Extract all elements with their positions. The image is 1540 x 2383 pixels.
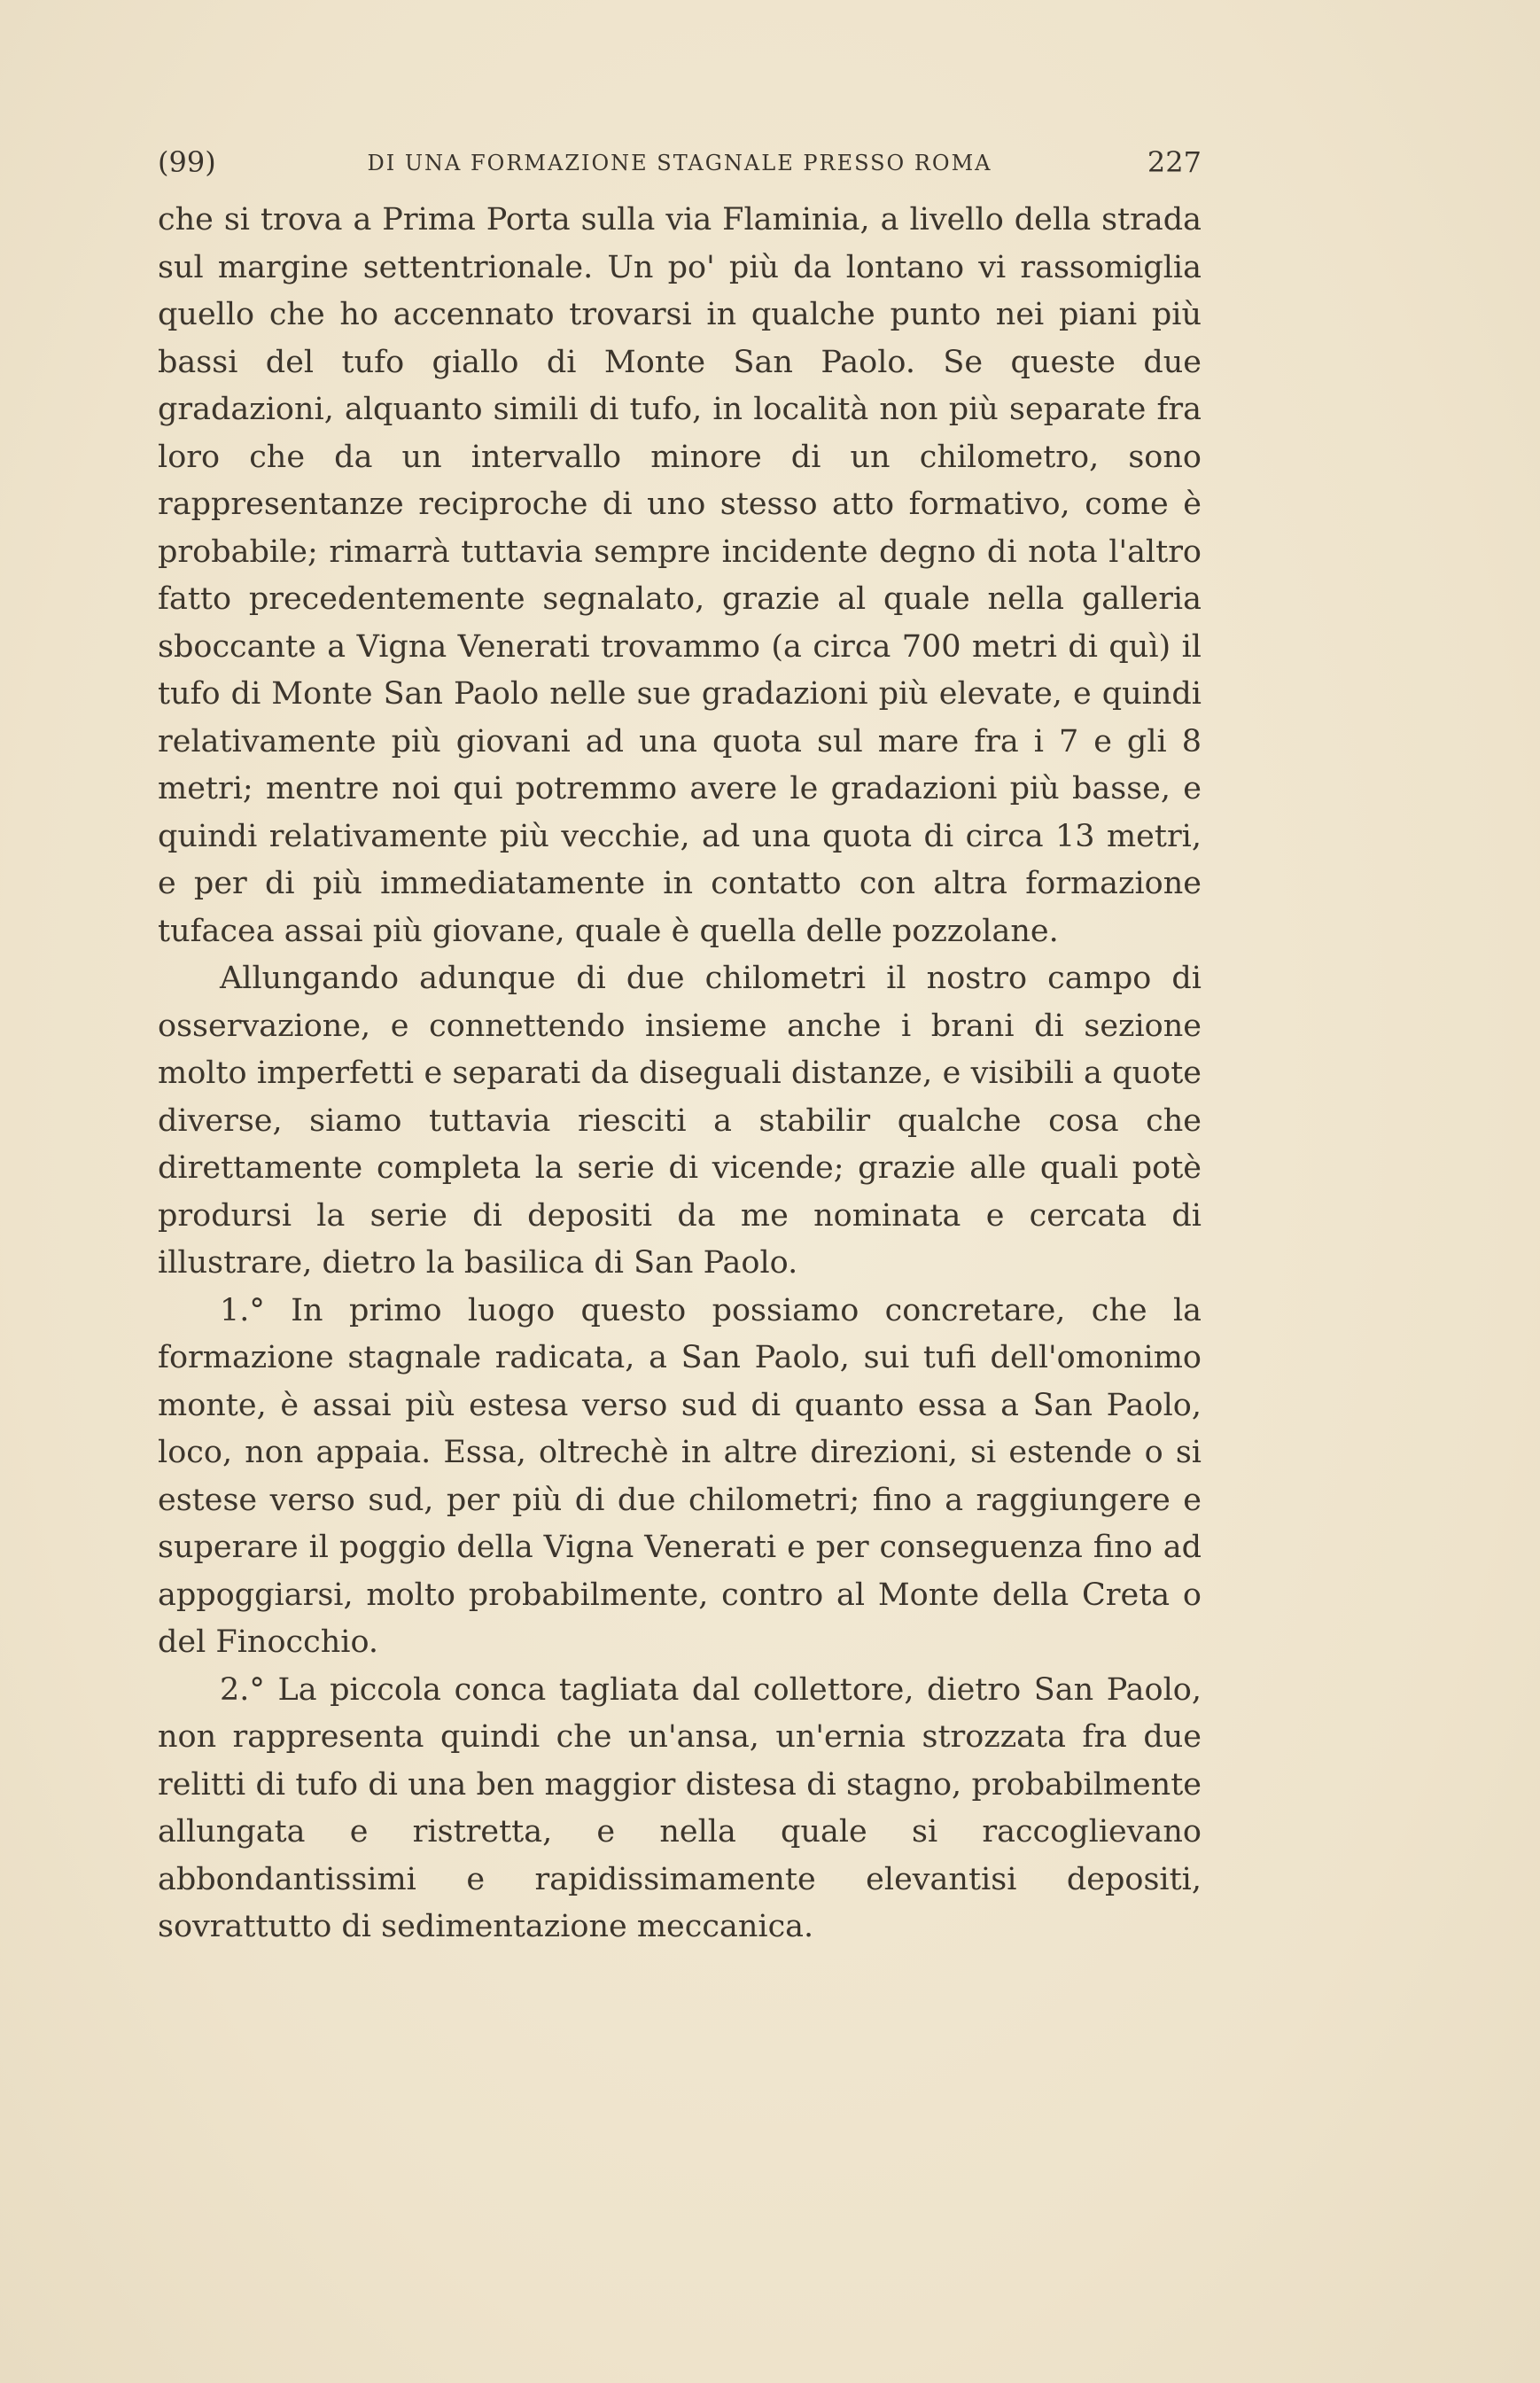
running-header: [158, 140, 1202, 190]
running-title: DI UNA FORMAZIONE STAGNALE PRESSO ROMA: [367, 151, 992, 175]
paragraph-point-1: 1.° In primo luogo questo possiamo concretare, che la formazione stagnale radicata, a San Paolo, sui tufi dell'omonimo monte, è assai più estesa verso sud di quanto essa a San Paolo, loco, non appaia. Essa, oltrechè in altre direzioni, si estende o si estese verso sud, per più di due chilometri; fino a raggiungere e superare il poggio della Vigna Venerati e per conseguenza fino ad appoggiarsi, molto probabilmente, contro al Monte della Creta o del Finocchio.: [158, 1292, 1202, 1660]
paragraph-point-2: 2.° La piccola conca tagliata dal collettore, dietro San Paolo, non rappresenta quindi che un'ansa, un'ernia strozzata fra due relitti di tufo di una ben maggior distesa di stagno, probabilmente allungata e ristretta, e nella quale si raccoglievano abbondantissimi e rapidissimamente elevantisi depositi, sovrattutto di sedimentazione meccanica.: [158, 1671, 1202, 1944]
page-reference: (99): [158, 145, 216, 179]
body-text: [158, 197, 1202, 1951]
paragraph: Allungando adunque di due chilometri il nostro campo di osservazione, e connettendo insieme anche i brani di sezione molto imperfetti e separati da diseguali distanze, e visibili a quote diverse, siamo tuttavia riesciti a stabilir qualche cosa che direttamente completa la serie di vicende; grazie alle quali potè prodursi la serie di depositi da me nominata e cercata di illustrare, dietro la basilica di San Paolo.: [158, 961, 1202, 1281]
page-number: 227: [1147, 145, 1202, 179]
paragraph-continued: che si trova a Prima Porta sulla via Flaminia, a livello della strada sul margine settentrionale. Un po' più da lontano vi rassomiglia quello che ho accennato trovarsi in qualche punto nei piani più bassi del tufo giallo di Monte San Paolo. Se queste due gradazioni, alquanto simili di tufo, in località non più separate fra loro che da un intervallo minore di un chilometro, sono rappresentanze reciproche di uno stesso atto formativo, come è probabile; rimarrà tuttavia sempre incidente degno di nota l'altro fatto precedentemente segnalato, grazie al quale nella galleria sboccante a Vigna Venerati trovammo (a circa 700 metri di quì) il tufo di Monte San Paolo nelle sue gradazioni più elevate, e quindi relativamente più giovani ad una quota sul mare fra i 7 e gli 8 metri; mentre noi qui potremmo avere le gradazioni più basse, e quindi relativamente più vecchie, ad una quota di circa 13 metri, e per di più immediatamente in contatto con altra formazione tufacea assai più giovane, quale è quella delle pozzolane.: [158, 202, 1202, 949]
